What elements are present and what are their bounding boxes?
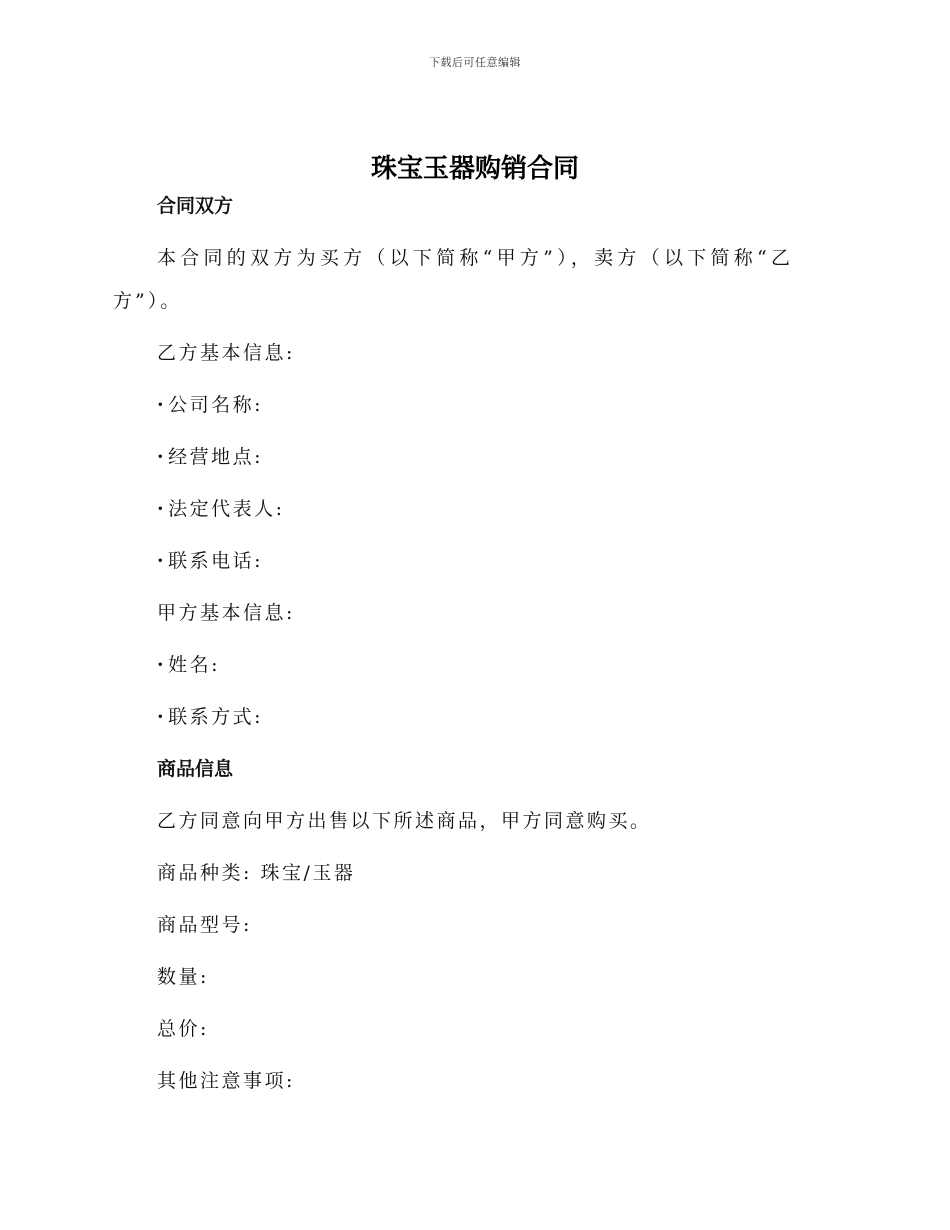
party-a-field-name: · 姓名:: [113, 639, 793, 691]
party-b-field-business-address: · 经营地点:: [113, 431, 793, 483]
goods-intro-paragraph: 乙方同意向甲方出售以下所述商品，甲方同意购买。: [157, 810, 652, 832]
party-b-info-heading: 乙方基本信息:: [157, 342, 295, 364]
section-heading-parties: 合同双方: [157, 195, 234, 217]
goods-total-price: 总价:: [157, 1018, 209, 1040]
page-header-note: 下载后可任意编辑: [429, 56, 521, 69]
parties-intro-paragraph: 本合同的双方为买方（以下简称“甲方”），卖方（以下简称“乙方”）。: [113, 247, 793, 312]
document-title: 珠宝玉器购销合同: [370, 154, 579, 184]
goods-model: 商品型号:: [157, 914, 252, 936]
party-b-field-legal-representative: · 法定代表人:: [113, 483, 793, 535]
goods-other-notes: 其他注意事项:: [157, 1070, 295, 1092]
party-b-field-company-name: · 公司名称:: [113, 379, 793, 431]
party-b-field-phone: · 联系电话:: [113, 535, 793, 587]
party-a-field-contact: · 联系方式:: [113, 691, 793, 743]
party-a-info-heading: 甲方基本信息:: [157, 602, 295, 624]
goods-quantity: 数量:: [157, 966, 209, 988]
section-heading-goods: 商品信息: [157, 758, 234, 780]
goods-category: 商品种类: 珠宝/玉器: [157, 862, 356, 884]
document-body: [113, 188, 793, 1107]
